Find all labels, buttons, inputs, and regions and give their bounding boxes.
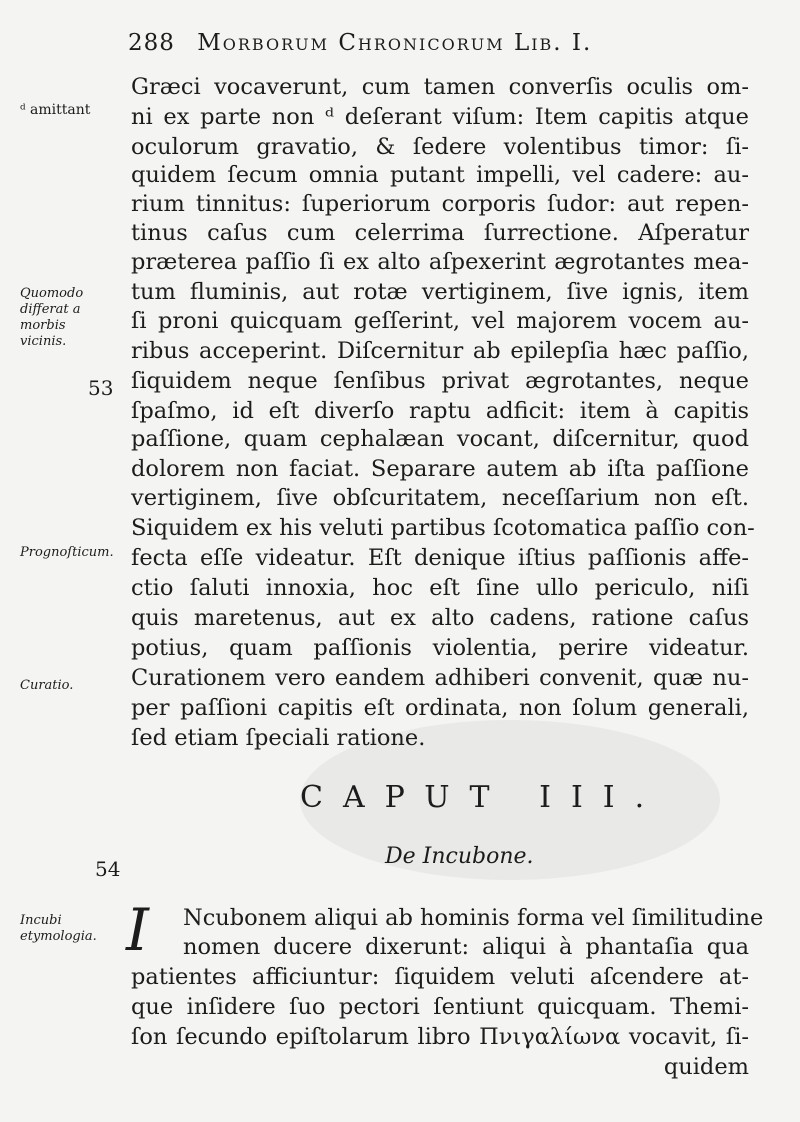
text-line: Siquidem ex his veluti partibus ſcotomatica paſſio con- bbox=[131, 515, 755, 541]
running-header bbox=[128, 30, 758, 56]
text-line: ctio ſaluti innoxia, hoc eſt ſine ullo periculo, niſi bbox=[131, 575, 749, 601]
text-line: quis maretenus, aut ex alto cadens, ratione caſus bbox=[131, 605, 749, 631]
text-line: præterea paſſio ſi ex alto aſpexerint ægrotantes mea- bbox=[131, 249, 749, 275]
text-line: Græci vocaverunt, cum tamen converſis oculis om- bbox=[131, 74, 749, 100]
text-line: ſon ſecundo epiſtolarum libro Πνιγαλίωνα vocavit, ſi- bbox=[131, 1024, 749, 1050]
text-line: que inſidere ſuo pectori ſentiunt quicquam. Themi- bbox=[131, 994, 749, 1020]
text-line: Curationem vero eandem adhiberi convenit, quæ nu- bbox=[131, 665, 749, 691]
text-line: ſpaſmo, id eſt diverſo raptu adficit: item à capitis bbox=[131, 398, 749, 424]
catchword: quidem bbox=[663, 1054, 749, 1080]
text-line: ſi proni quicquam geſſerint, vel majorem vocem au- bbox=[131, 308, 749, 334]
text-line: nomen ducere dixerunt: aliqui à phantaſia qua bbox=[183, 934, 749, 960]
text-line: rium tinnitus: ſuperiorum corporis ſudor: aut repen- bbox=[131, 191, 749, 217]
margin-note-curatio: Curatio. bbox=[20, 678, 74, 693]
chapter-heading: CAPUT III. bbox=[300, 780, 665, 815]
margin-note-quomodo: Quomodo differat a morbis vicinis. bbox=[20, 286, 84, 349]
text-line: ni ex parte non ᵈ deſerant viſum: Item capitis atque bbox=[131, 104, 749, 130]
chapter-subtitle: De Incubone. bbox=[385, 844, 534, 869]
text-line: ſiquidem neque ſenſibus privat ægrotantes, neque bbox=[131, 368, 749, 394]
margin-note-prognosticum: Prognoſticum. bbox=[20, 545, 114, 560]
page-number: 288 bbox=[128, 30, 175, 56]
margin-note-incubi: Incubi etymologia. bbox=[20, 913, 97, 944]
text-line: paſſione, quam cephalæan vocant, diſcernitur, quod bbox=[131, 426, 749, 452]
text-line: tinus caſus cum celerrima ſurrectione. Aſperatur bbox=[131, 220, 749, 246]
text-line: quidem ſecum omnia putant impelli, vel cadere: au- bbox=[131, 162, 749, 188]
drop-cap: I bbox=[126, 896, 149, 964]
text-line: dolorem non faciat. Separare autem ab iſta paſſione bbox=[131, 456, 749, 482]
running-title: Morborum Chronicorum Lib. I. bbox=[197, 30, 593, 56]
text-line: potius, quam paſſionis violentia, perire videatur. bbox=[131, 635, 749, 661]
margin-section-number: 54 bbox=[95, 857, 121, 881]
text-line: tum fluminis, aut rotæ vertiginem, ſive ignis, item bbox=[131, 279, 749, 305]
margin-note-amittant: ᵈ amittant bbox=[20, 102, 91, 118]
text-line: fecta eſſe videatur. Eſt denique iſtius paſſionis affe- bbox=[131, 545, 749, 571]
margin-section-number: 53 bbox=[88, 376, 114, 400]
text-line: vertiginem, ſive obſcuritatem, neceſſarium non eſt. bbox=[131, 485, 749, 511]
text-line: patientes afficiuntur: ſiquidem veluti aſcendere at- bbox=[131, 964, 749, 990]
text-line: oculorum gravatio, & ſedere volentibus timor: ſi- bbox=[131, 134, 749, 160]
text-line: ſed etiam ſpeciali ratione. bbox=[131, 725, 426, 751]
text-line: per paſſioni capitis eſt ordinata, non ſolum generali, bbox=[131, 695, 749, 721]
text-line: ribus acceperint. Diſcernitur ab epilepſia hæc paſſio, bbox=[131, 338, 749, 364]
text-line: Ncubonem aliqui ab hominis forma vel ſimilitudine bbox=[183, 905, 764, 931]
